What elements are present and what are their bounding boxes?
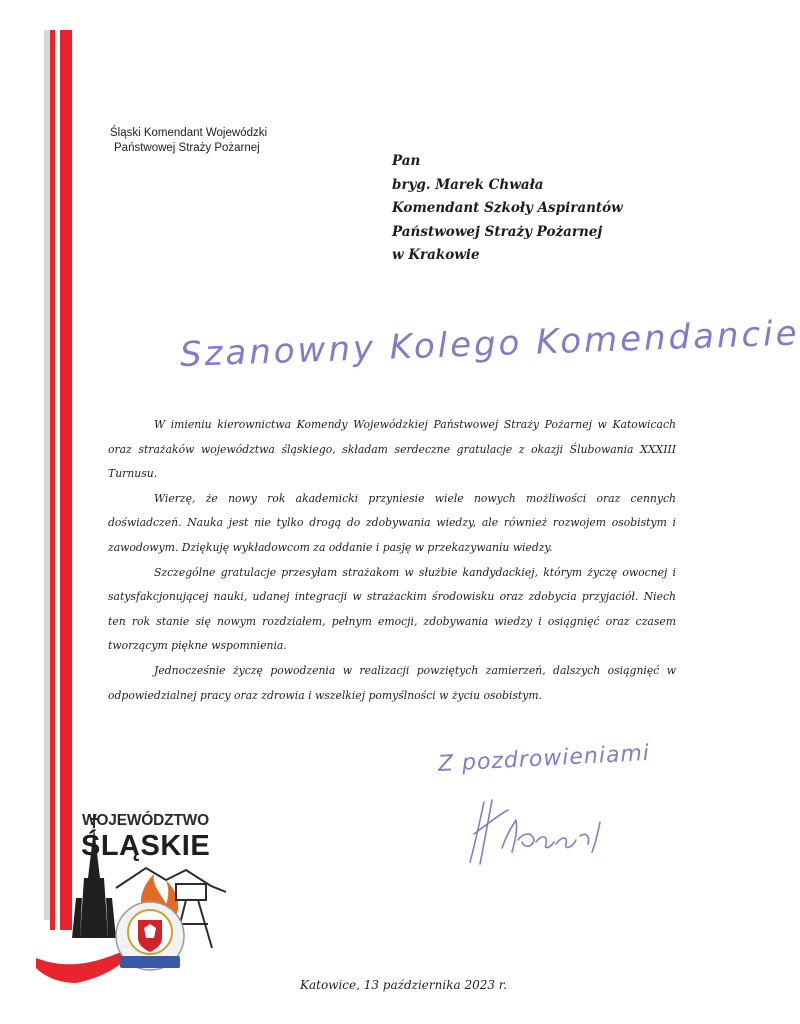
- letter-body: [108, 413, 676, 708]
- fire-brigade-badge-icon: [116, 902, 184, 970]
- addressee-salutation: Pan: [392, 153, 421, 169]
- addressee-name: bryg. Marek Chwała: [392, 176, 544, 193]
- addressee-title: Komendant Szkoły Aspirantów: [392, 200, 623, 216]
- body-paragraph-1: W imieniu kierownictwa Komendy Wojewódzkiej Państwowej Straży Pożarnej w Katowicach oraz strażaków województwa śląskiego, składam serdeczne gratulacje z okazji Ślubowania XXXIII Turnusu.: [108, 418, 676, 481]
- addressee-city: w Krakowie: [392, 247, 480, 263]
- margin-band-stripe: [55, 30, 60, 930]
- margin-band-red: [50, 30, 72, 930]
- handwritten-signature: [462, 792, 612, 872]
- sender-block: [110, 126, 267, 156]
- body-paragraph-3: Szczególne gratulacje przesyłam strażakom w służbie kandydackiej, którym życzę owocnej i satysfakcjonującej nauki, udanej integracji w strażackim środowisku oraz zdobycia przyjaciół. Niech ten rok stanie się nowym rozdziałem, pełnym emocji, zdobywania wiedzy i osiągnięć oraz czasem tworzącym piękne wspomnienia.: [108, 565, 676, 653]
- place-and-date: Katowice, 13 października 2023 r.: [300, 978, 508, 992]
- addressee-block: [392, 150, 623, 268]
- sender-line-2: Państwowej Straży Pożarnej: [114, 142, 260, 154]
- logo-text-wojewodztwo: WOJEWÓDZTWO: [82, 812, 209, 829]
- handwritten-closing: Z pozdrowieniami: [437, 740, 651, 777]
- handwritten-greeting: Szanowny Kolego Komendancie: [179, 313, 800, 375]
- body-paragraph-2: Wierzę, że nowy rok akademicki przyniesie wiele nowych możliwości oraz cennych doświadczeń. Nauka jest nie tylko drogą do zdobywania wiedzy, ale również rozwojem osobistym i zawodowym. Dziękuję wykładowcom za oddanie i pasję w przekazywaniu wiedzy.: [108, 491, 676, 554]
- sender-line-1: Śląski Komendant Wojewódzki: [110, 127, 268, 139]
- logo-text-slaskie: ŚLĄSKIE: [81, 830, 211, 862]
- body-paragraph-4: Jednocześnie życzę powodzenia w realizacji powziętych zamierzeń, dalszych osiągnięć w odpowiedzialnej pracy oraz zdrowia i wszelkiej pomyślności w życiu osobistym.: [108, 663, 676, 702]
- addressee-org: Państwowej Straży Pożarnej: [392, 223, 603, 240]
